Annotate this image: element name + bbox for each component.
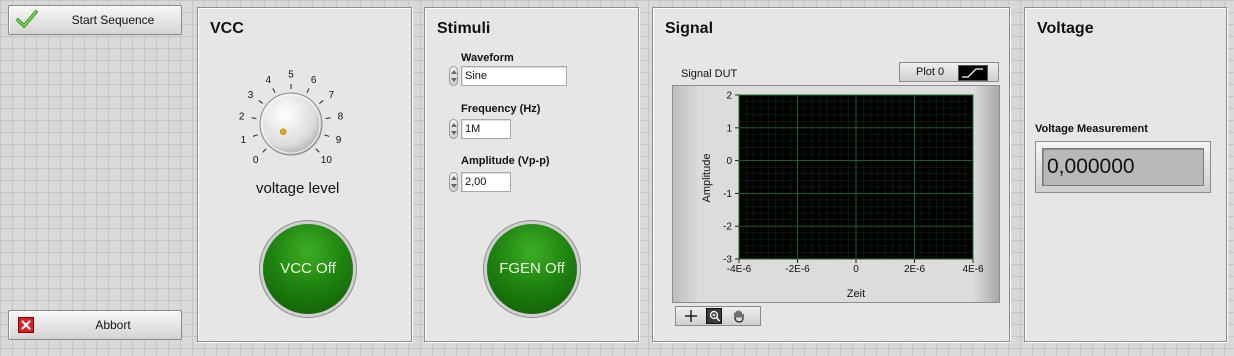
y-tick-label: -1 xyxy=(723,188,732,200)
fgen-off-button[interactable]: FGEN Off xyxy=(487,224,577,314)
vcc-title: VCC xyxy=(210,20,244,37)
knob-tick xyxy=(307,88,309,92)
knob-tick xyxy=(259,100,263,103)
start-sequence-label: Start Sequence xyxy=(71,13,155,27)
frequency-label: Frequency (Hz) xyxy=(461,103,541,115)
abort-label: Abbort xyxy=(95,318,131,332)
knob-tick xyxy=(326,118,331,119)
x-tick-label: 4E-6 xyxy=(962,264,984,275)
knob-tick-label: 9 xyxy=(335,134,342,146)
voltage-panel xyxy=(1024,7,1227,342)
knob-tick xyxy=(324,135,329,137)
plot-legend-label: Plot 0 xyxy=(916,66,945,78)
waveform-control[interactable] xyxy=(449,66,567,86)
y-tick-label: 0 xyxy=(726,156,732,168)
x-tick-label: 0 xyxy=(853,264,859,275)
voltage-measurement-label: Voltage Measurement xyxy=(1035,123,1148,135)
voltage-measurement-frame xyxy=(1035,141,1211,193)
knob-indicator-dot xyxy=(280,129,286,135)
knob-tick-label: 8 xyxy=(337,111,344,123)
x-tick-label: -2E-6 xyxy=(785,264,810,275)
knob-tick-label: 6 xyxy=(310,74,317,86)
x-axis-title: Zeit xyxy=(846,288,866,300)
graph-palette xyxy=(675,306,761,326)
signal-graph[interactable] xyxy=(653,8,1009,308)
vcc-off-button[interactable]: VCC Off xyxy=(263,224,353,314)
start-sequence-button[interactable] xyxy=(8,5,182,35)
knob-tick xyxy=(263,149,267,153)
stimuli-title: Stimuli xyxy=(437,20,491,37)
waveform-field[interactable]: Sine xyxy=(461,66,567,86)
voltage-level-knob[interactable] xyxy=(228,60,388,180)
y-tick-label: -3 xyxy=(723,254,732,266)
y-tick-label: -2 xyxy=(723,221,732,233)
amplitude-field[interactable]: 2,00 xyxy=(461,172,511,192)
x-tick-label: 2E-6 xyxy=(903,264,926,275)
cursor-move-icon[interactable] xyxy=(684,309,698,323)
voltage-level-label: voltage level xyxy=(256,180,340,197)
zoom-icon[interactable] xyxy=(706,308,722,324)
y-tick-label: 1 xyxy=(726,123,732,135)
close-icon xyxy=(18,317,34,333)
amplitude-label: Amplitude (Vp-p) xyxy=(461,155,550,167)
checkmark-icon xyxy=(15,9,39,32)
signal-title: Signal xyxy=(665,20,714,37)
knob-tick-label: 1 xyxy=(240,134,247,146)
x-tick-label: -4E-6 xyxy=(726,264,752,275)
knob-tick xyxy=(253,135,258,137)
y-axis-title: Amplitude xyxy=(701,153,713,203)
pan-hand-icon[interactable] xyxy=(732,309,746,323)
voltage-measurement-display: 0,000000 xyxy=(1042,148,1204,186)
frequency-field[interactable]: 1M xyxy=(461,119,511,139)
frequency-spin-arrows[interactable] xyxy=(449,119,458,139)
y-tick-label: 2 xyxy=(726,90,732,102)
knob-tick-label: 4 xyxy=(265,74,272,86)
knob-tick-label: 7 xyxy=(328,90,335,102)
stimuli-panel xyxy=(424,7,639,342)
knob-tick-label: 10 xyxy=(320,154,332,166)
knob-tick xyxy=(251,118,256,119)
knob-tick xyxy=(319,100,323,103)
knob-scale xyxy=(228,60,388,180)
knob-tick-label: 0 xyxy=(252,154,259,166)
knob-tick-label: 3 xyxy=(247,90,254,102)
vcc-panel xyxy=(197,7,412,342)
waveform-label: Waveform xyxy=(461,52,514,64)
knob-tick xyxy=(273,88,275,92)
abort-button[interactable] xyxy=(8,310,182,340)
voltage-title: Voltage xyxy=(1037,20,1094,37)
waveform-spin-arrows[interactable] xyxy=(449,66,458,86)
frequency-control[interactable] xyxy=(449,119,513,139)
graph-title: Signal DUT xyxy=(681,68,738,80)
amplitude-control[interactable] xyxy=(449,172,513,192)
amplitude-spin-arrows[interactable] xyxy=(449,172,458,192)
signal-panel xyxy=(652,7,1010,342)
knob-tick-label: 2 xyxy=(238,111,245,123)
knob-tick-label: 5 xyxy=(288,69,294,81)
knob-tick xyxy=(316,149,320,153)
